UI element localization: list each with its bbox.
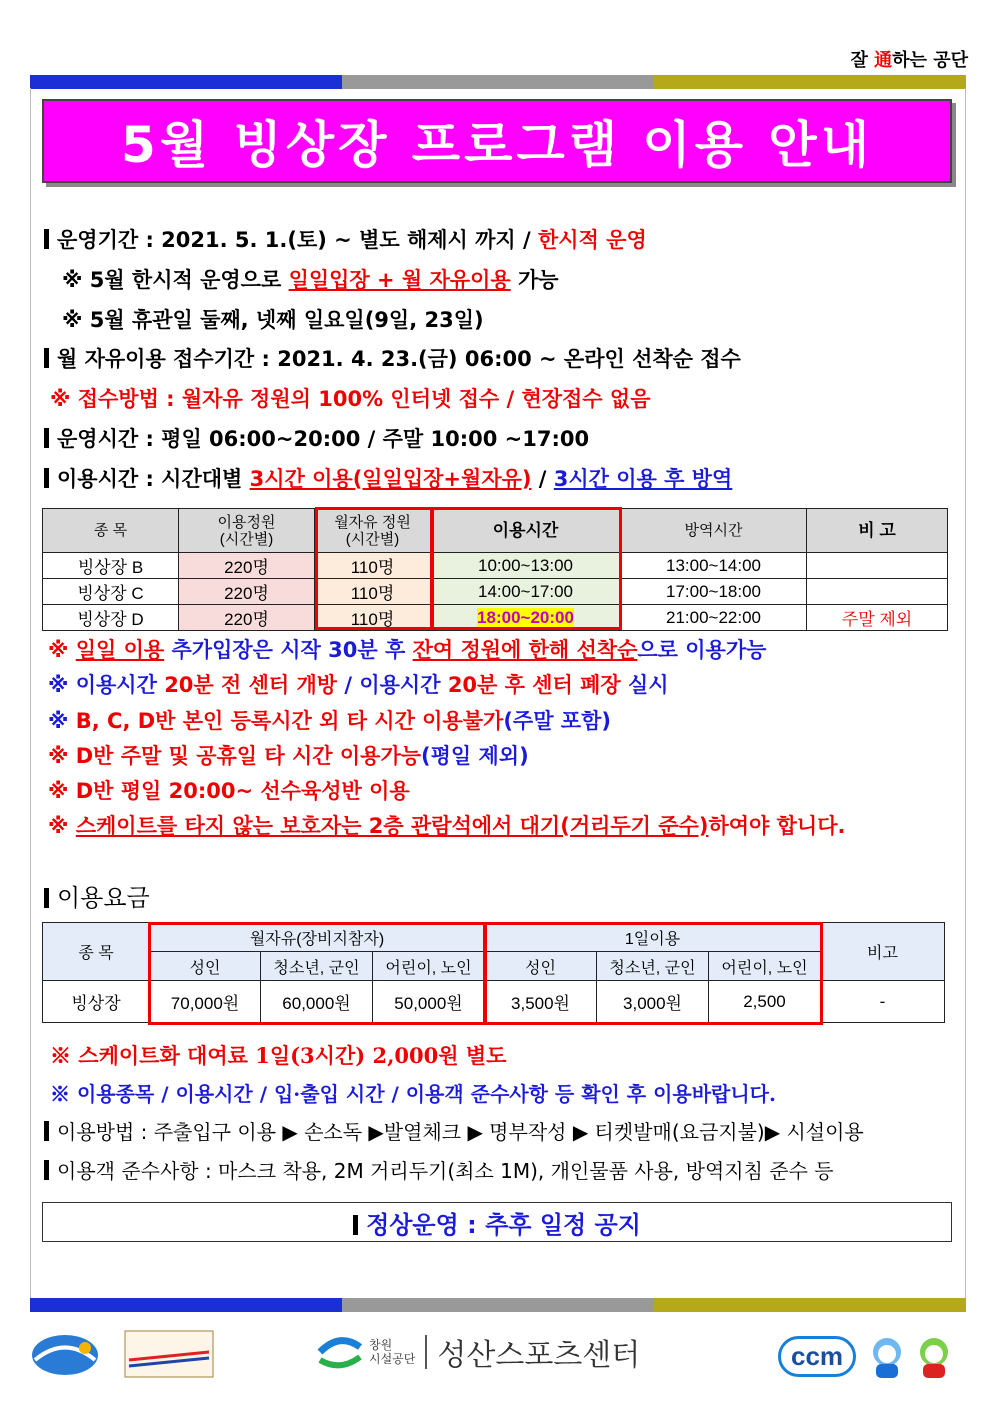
th-disinfect: 방역시간 bbox=[621, 509, 807, 553]
th-time: 이용시간 bbox=[431, 509, 621, 553]
notice-3: ※ B, C, D반 본인 등록시간 외 타 시간 이용불가(주말 포함) bbox=[48, 709, 611, 733]
hours-line: 운영시간 : 평일 06:00~20:00 / 주말 10:00 ~17:00 bbox=[44, 423, 589, 453]
slogan: 잘 通하는 공단 bbox=[850, 50, 968, 71]
note-temp: ※ 5월 한시적 운영으로 일일입장 + 월 자유이용 가능 bbox=[62, 268, 559, 292]
table-row: 빙상장 B 220명 110명 10:00~13:00 13:00~14:00 bbox=[43, 553, 948, 579]
normal-operation-box: 정상운영 : 추후 일정 공지 bbox=[42, 1202, 952, 1242]
notice-2: ※ 이용시간 20분 전 센터 개방 / 이용시간 20분 후 센터 폐장 실시 bbox=[48, 673, 669, 697]
page-title: 5월 빙상장 프로그램 이용 안내 bbox=[120, 116, 874, 174]
cw-swirl-icon bbox=[315, 1332, 365, 1372]
title-banner bbox=[42, 99, 952, 183]
visitor-rules: 이용객 준수사항 : 마스크 착용, 2M 거리두기(최소 1M), 개인물품 사용, 방역지침 준수 등 bbox=[44, 1155, 834, 1184]
reg-method-line: ※ 접수방법 : 월자유 정원의 100% 인터넷 접수 / 현장접수 없음 bbox=[50, 387, 651, 411]
th-capacity: 이용정원 (시간별) bbox=[179, 509, 315, 553]
fee-note-2: ※ 이용종목 / 이용시간 / 입·출입 시간 / 이용객 준수사항 등 확인 후 이용바랍니다. bbox=[50, 1082, 776, 1106]
th-item: 종 목 bbox=[43, 509, 179, 553]
reg-period-line: 월 자유이용 접수기간 : 2021. 4. 23.(금) 06:00 ~ 온라인 선착순 접수 bbox=[44, 343, 741, 373]
bottom-stripe bbox=[30, 1298, 966, 1312]
table-row: 빙상장 C 220명 110명 14:00~17:00 17:00~18:00 bbox=[43, 579, 948, 605]
changwon-logo bbox=[30, 1330, 100, 1384]
notice-4: ※ D반 주말 및 공휴일 타 시간 이용가능(평일 제외) bbox=[48, 744, 529, 768]
th-monthly: 월자유 정원 (시간별) bbox=[315, 509, 431, 553]
note-closed: ※ 5월 휴관일 둘째, 넷째 일요일(9일, 23일) bbox=[62, 308, 484, 332]
fee-note-1: ※ 스케이트화 대여료 1일(3시간) 2,000원 별도 bbox=[50, 1043, 507, 1068]
table-row: 빙상장 D 220명 110명 18:00~20:00 21:00~22:00 주말 제외 bbox=[43, 605, 948, 631]
center-logo: 창원 시설공단 성산스포츠센터 bbox=[315, 1330, 640, 1374]
ccm-logo: ccm bbox=[778, 1334, 957, 1379]
schedule-table bbox=[42, 508, 948, 631]
table-row: 빙상장 70,000원 60,000원 50,000원 3,500원 3,000원 2,500 - bbox=[43, 981, 945, 1023]
usage-method: 이용방법 : 주출입구 이용 ▶ 손소독 ▶발열체크 ▶ 명부작성 ▶ 티켓발매(요금지불)▶ 시설이용 bbox=[44, 1116, 864, 1145]
notice-6: ※ 스케이트를 타지 않는 보호자는 2층 관람석에서 대기(거리두기 준수)하여야 합니다. bbox=[48, 814, 846, 838]
fee-title: 이용요금 bbox=[44, 878, 150, 913]
mascot-blue-icon bbox=[862, 1334, 912, 1379]
th-note: 비 고 bbox=[807, 509, 948, 553]
usage-line: 이용시간 : 시간대별 3시간 이용(일일입장+월자유) / 3시간 이용 후 방역 bbox=[44, 463, 732, 493]
period-line: 운영기간 : 2021. 5. 1.(토) ~ 별도 해제시 까지 / 한시적 운영 bbox=[44, 224, 647, 254]
top-stripe bbox=[30, 75, 966, 89]
certificate-badge bbox=[124, 1330, 214, 1382]
notice-1: ※ 일일 이용 추가입장은 시작 30분 후 잔여 정원에 한해 선착순으로 이용가능 bbox=[48, 638, 767, 662]
fee-table: 종 목 월자유(장비지참자) 1일이용 비고 성인 청소년, 군인 어린이, 노인 성인 청소년, 군인 어린이, 노인 빙상장 70,000원 60,000원 50,000원 3,500원 3,000원 2,500 - bbox=[42, 922, 945, 1023]
mascot-green-icon bbox=[912, 1334, 957, 1379]
notice-5: ※ D반 평일 20:00~ 선수육성반 이용 bbox=[48, 779, 410, 803]
